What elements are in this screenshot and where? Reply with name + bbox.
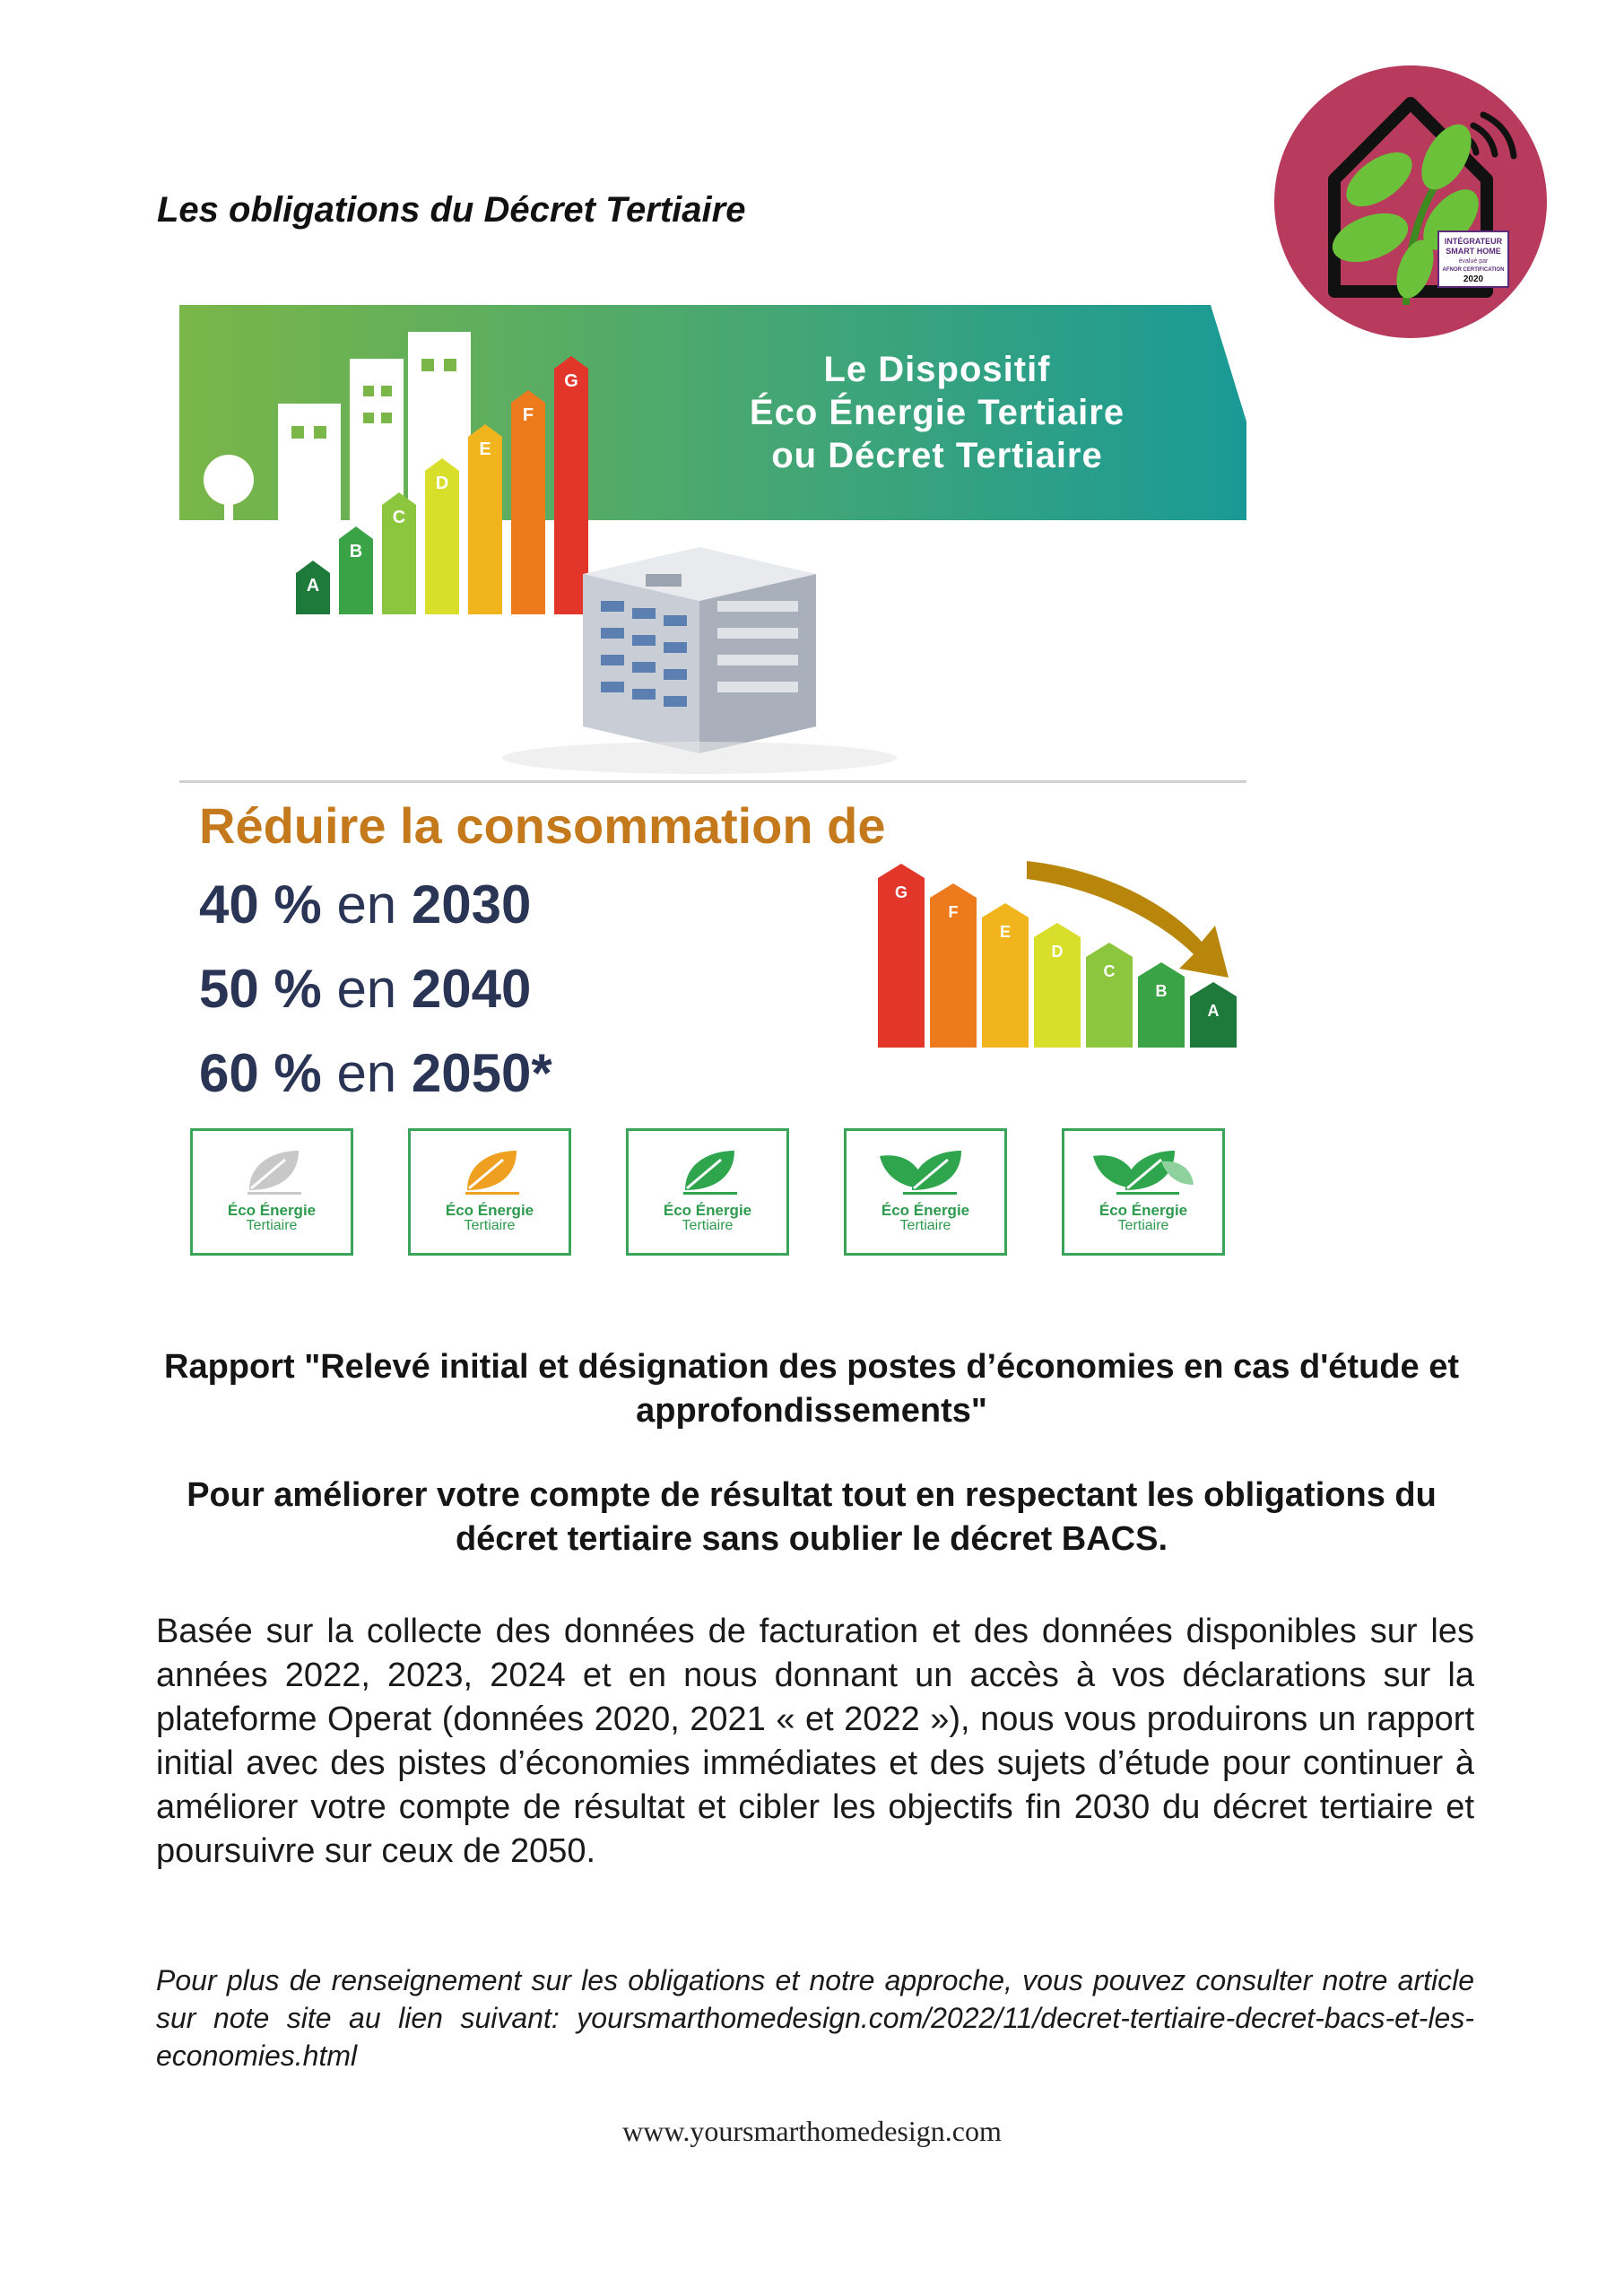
page-title: Les obligations du Décret Tertiaire <box>157 190 746 230</box>
divider <box>179 780 1246 783</box>
value-proposition: Pour améliorer votre compte de résultat tout en respectant les obligations du décret tertiaire sans oublier le décret BACS. <box>187 1476 1437 1558</box>
report-title: Rapport "Relevé initial et désignation des postes d’économies en cas d'étude et approfondissements" <box>164 1348 1459 1430</box>
badge-line1: Éco Énergie <box>663 1202 752 1219</box>
eco-energie-badge-4 <box>844 1128 1007 1256</box>
banner-line-2: Éco Énergie Tertiaire <box>749 393 1125 432</box>
banner-line-1: Le Dispositif <box>823 350 1051 389</box>
scale-bar-up-E <box>468 424 502 614</box>
scale-bar-down-C <box>1086 943 1133 1048</box>
badge-line1: Éco Énergie <box>227 1202 317 1219</box>
target-2040 <box>199 947 552 1031</box>
target-word: en <box>336 1043 397 1103</box>
badge-line1: Éco Énergie <box>1099 1202 1188 1219</box>
reduce-title: Réduire la consommation de <box>199 797 886 854</box>
badge-line1: Éco Énergie <box>881 1202 970 1219</box>
scale-bar-down-F <box>930 883 977 1048</box>
scale-letter: F <box>522 405 534 425</box>
scale-letter: F <box>948 903 959 921</box>
scale-bar-up-D <box>425 458 459 614</box>
scale-bar-up-F <box>511 390 545 614</box>
scale-bar-down-B <box>1138 962 1185 1048</box>
target-year: 2040 <box>411 959 532 1019</box>
footer-url: www.yoursmarthomedesign.com <box>622 2115 1002 2147</box>
scale-letter: G <box>564 371 578 391</box>
target-2030 <box>199 863 552 947</box>
banner-text <box>646 348 1229 477</box>
afnor-line3: évalué par <box>1458 258 1489 265</box>
badge-line2: Tertiaire <box>682 1218 734 1233</box>
afnor-line2: SMART HOME <box>1446 247 1501 256</box>
afnor-line1: INTÉGRATEUR <box>1444 237 1503 246</box>
scale-bar-up-C <box>382 492 416 614</box>
afnor-year: 2020 <box>1463 274 1484 284</box>
scale-letter: C <box>392 508 406 527</box>
energy-scale-down <box>874 843 1246 1049</box>
leaf-icon <box>667 1144 748 1197</box>
scale-letter: A <box>1207 1002 1220 1020</box>
leaf-icon <box>449 1144 530 1197</box>
badge-line2: Tertiaire <box>246 1218 298 1233</box>
scale-letter: D <box>1051 943 1064 961</box>
banner-line-3: ou Décret Tertiaire <box>771 436 1103 475</box>
scale-letter: D <box>435 474 449 493</box>
decret-tertiaire-infographic <box>179 305 1246 1265</box>
eco-energie-badge-5 <box>1062 1128 1225 1256</box>
eco-energie-badge-3 <box>626 1128 789 1256</box>
scale-letter: G <box>894 883 908 901</box>
scale-bar-down-G <box>878 864 925 1048</box>
company-logo <box>1272 63 1550 341</box>
scale-letter: E <box>999 923 1012 941</box>
body-paragraph: Basée sur la collecte des données de facturation et des données disponibles sur les années 2022, 2023, 2024 et en nous donnant un accès à vos déclarations sur la plateforme Operat (données 2020, 2021 « et 2022 »), nous vous produirons un rapport initial avec des pistes d’économies immédiates et des sujets d’étude pour continuer à améliorer votre compte de résultat et cibler les objectifs fin 2030 du décret tertiaire et poursuivre sur ceux de 2050. <box>156 1613 1474 1870</box>
targets-list <box>199 863 552 1116</box>
scale-letter: C <box>1103 962 1116 980</box>
scale-bar-down-A <box>1190 982 1237 1048</box>
scale-bar-down-D <box>1034 923 1081 1048</box>
reference-note: Pour plus de renseignement sur les obligations et notre approche, vous pouvez consulter notre article sur note site au lien suivant: yoursmarthomedesign.com/2022/11/decret-tertiaire-decret-bacs-et-les-economies.html <box>156 1964 1474 2072</box>
scale-letter: B <box>1155 982 1168 1000</box>
target-word: en <box>336 959 397 1019</box>
triple-leaf-icon <box>1090 1144 1197 1197</box>
scale-bar-down-E <box>982 903 1029 1048</box>
double-leaf-icon <box>876 1144 975 1197</box>
scale-letter: B <box>349 542 363 561</box>
badge-line2: Tertiaire <box>464 1218 516 1233</box>
scale-letter: A <box>306 576 320 596</box>
scale-letter: E <box>479 439 491 459</box>
leaf-icon <box>231 1144 312 1197</box>
target-pct: 60 % <box>199 1043 322 1103</box>
eco-energie-badge-2 <box>408 1128 571 1256</box>
afnor-line4: AFNOR CERTIFICATION <box>1442 267 1505 273</box>
badge-row <box>190 1128 1239 1263</box>
target-2050 <box>199 1031 552 1116</box>
target-pct: 50 % <box>199 959 322 1019</box>
badge-line2: Tertiaire <box>1117 1218 1169 1233</box>
eco-energie-badge-1 <box>190 1128 353 1256</box>
target-pct: 40 % <box>199 874 322 935</box>
scale-bar-up-B <box>339 526 373 614</box>
badge-line1: Éco Énergie <box>445 1202 534 1219</box>
scale-bar-up-A <box>296 561 330 614</box>
badge-line2: Tertiaire <box>899 1218 951 1233</box>
target-year: 2030 <box>411 874 532 935</box>
target-word: en <box>336 874 397 935</box>
target-year: 2050* <box>411 1043 552 1103</box>
